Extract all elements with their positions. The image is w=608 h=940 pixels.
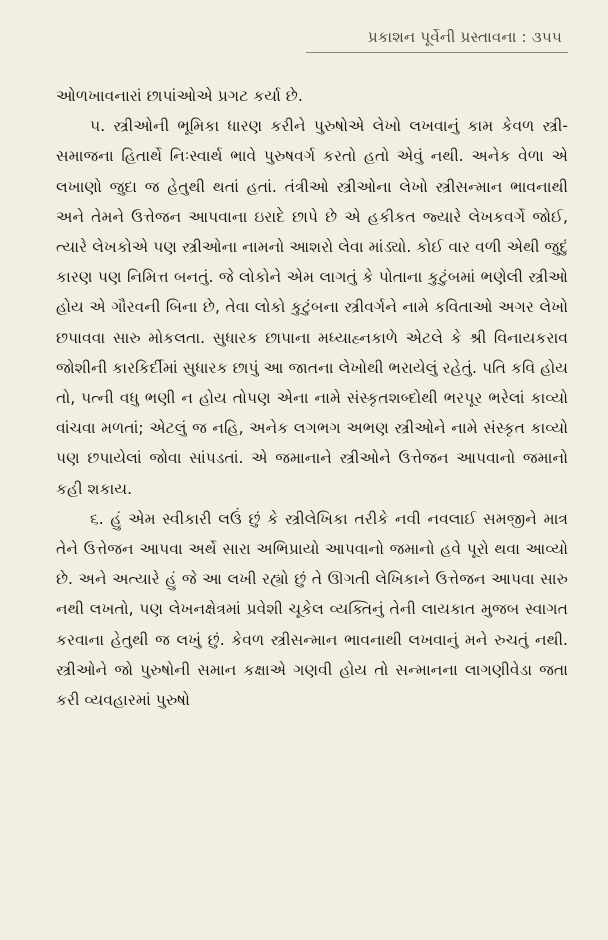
running-header [56,28,568,46]
paragraph-5: ૫. સ્ત્રીઓની ભૂમિકા ધારણ કરીને પુરુષોએ લેખો લખવાનું કામ કેવળ સ્ત્રી-સમાજના હિતાર્થે નિઃસ્વાર્થ ભાવે પુરુષવર્ગ કરતો હતો એવું નથી. અનેક વેળા એ લખાણો જુદા જ હેતુથી થતાં હતાં. તંત્રીઓ સ્ત્રીઓના લેખો સ્ત્રીસન્માન ભાવનાથી અને તેમને ઉત્તેજન આપવાના ઇરાદે છાપે છે એ હકીકત જ્યારે લેખકવર્ગે જોઈ, ત્યારે લેખકોએ પણ સ્ત્રીઓના નામનો આશરો લેવા માંડ્યો. કોઈ વાર વળી એથી જુદું કારણ પણ નિમિત્ત બનતું. જે લોકોને એમ લાગતું કે પોતાના કુટુંબમાં ભણેલી સ્ત્રીઓ હોય એ ગૌરવની બિના છે, તેવા લોકો કુટુંબના સ્ત્રીવર્ગને નામે કવિતાઓ અગર લેખો છપાવવા સારુ મોકલતા. સુધારક છાપાના મધ્યાહ્નકાળે એટલે કે શ્રી વિનાયકરાવ જોશીની કારકિર્દીમાં સુધારક છાપું આ જાતના લેખોથી ભરાયેલું રહેતું. પતિ કવિ હોય તો, પત્ની વધુ ભણી ન હોય તોપણ એના નામે સંસ્કૃતશબ્દોથી ભરપૂર ભરેલાં કાવ્યો વાંચવા મળતાં; એટલું જ નહિ, અનેક લગભગ અભણ સ્ત્રીઓને નામે સંસ્કૃત કાવ્યો પણ છપાયેલાં જોવા સાંપડતાં. એ જમાનાને સ્ત્રીઓને ઉત્તેજન આપવાનો જમાનો કહી શકાય. [56,117,568,498]
header-rule [306,52,568,53]
body-text [56,81,568,715]
page-number: ૩૫૫ [531,28,562,46]
paragraph-continuation: ઓળખાવનારાં છાપાંઓએ પ્રગટ કર્યા છે. [56,87,303,105]
paragraph-6: ૬. હું એમ સ્વીકારી લઉં છું કે સ્ત્રીલેખિકા તરીકે નવી નવલાઈ સમજીને માત્ર તેને ઉત્તેજન આપવા અર્થે સારા અભિપ્રાયો આપવાનો જમાનો હવે પૂરો થવા આવ્યો છે. અને અત્યારે હું જે આ લખી રહ્યો છું તે ઊગતી લેખિકાને ઉત્તેજન આપવા સારુ નથી લખતો, પણ લેખનક્ષેત્રમાં પ્રવેશી ચૂકેલ વ્યક્તિનું તેની લાયકાત મુજબ સ્વાગત કરવાના હેતુથી જ લખું છું. કેવળ સ્ત્રીસન્માન ભાવનાથી લખવાનું મને રુચતું નથી. સ્ત્રીઓને જો પુરુષોની સમાન કક્ષાએ ગણવી હોય તો સન્માનના લાગણીવેડા જતા કરી વ્યવહારમાં પુરુષો [56,509,568,710]
running-title: પ્રકાશન પૂર્વેની પ્રસ્તાવના [367,28,517,46]
header-separator: : [521,28,532,46]
